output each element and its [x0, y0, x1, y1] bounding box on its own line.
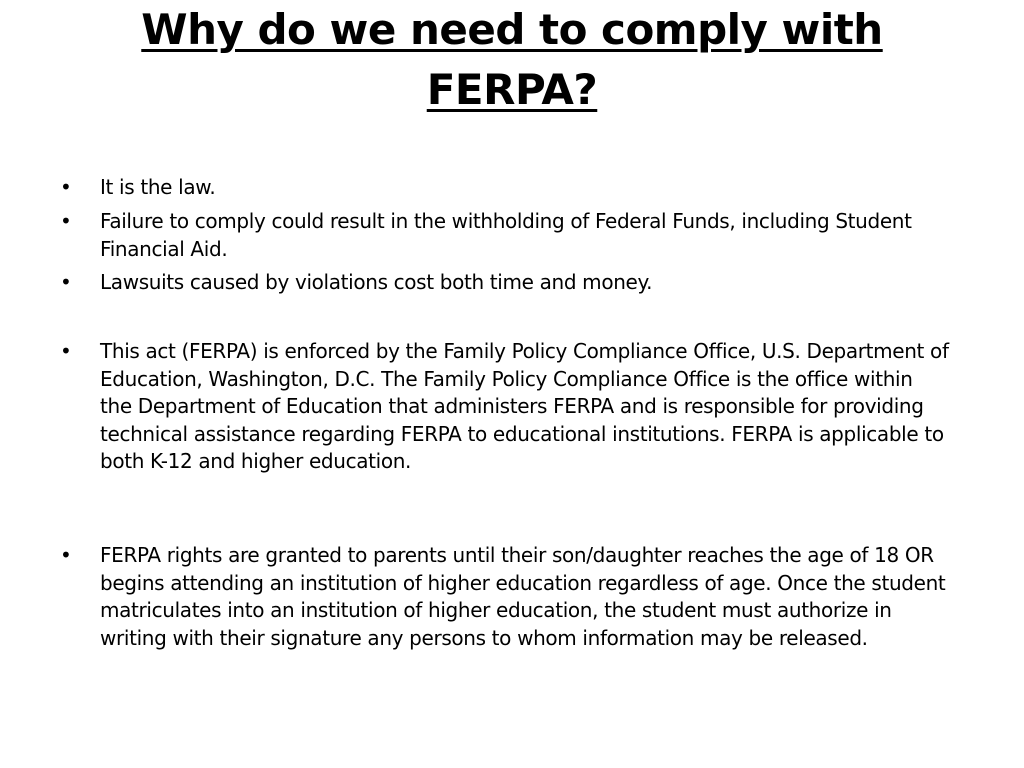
bullet-item-federal-funds: • Failure to comply could result in the withholding of Federal Funds, including Student Financial Aid. — [100, 208, 950, 263]
slide-title-text: Why do we need to comply with FERPA? — [141, 5, 883, 114]
bullet-item-law: • It is the law. — [100, 174, 950, 202]
bullet-item-lawsuits: • Lawsuits caused by violations cost both time and money. — [100, 269, 950, 297]
bullet-item-enforcement: • This act (FERPA) is enforced by the Family Policy Compliance Office, U.S. Department of Education, Washington, D.C. The Family Policy Compliance Office is the office within the Department of Education that administers FERPA and is responsible for providing technical assistance regarding FERPA to educational institutions. FERPA is applicable to both K-12 and higher education. — [100, 338, 950, 476]
bullet-item-parent-rights: • FERPA rights are granted to parents until their son/daughter reaches the age of 18 OR begins attending an institution of higher education regardless of age. Once the student matriculates into an institution of higher education, the student must authorize in writing with their signature any persons to whom information may be released. — [100, 542, 950, 652]
